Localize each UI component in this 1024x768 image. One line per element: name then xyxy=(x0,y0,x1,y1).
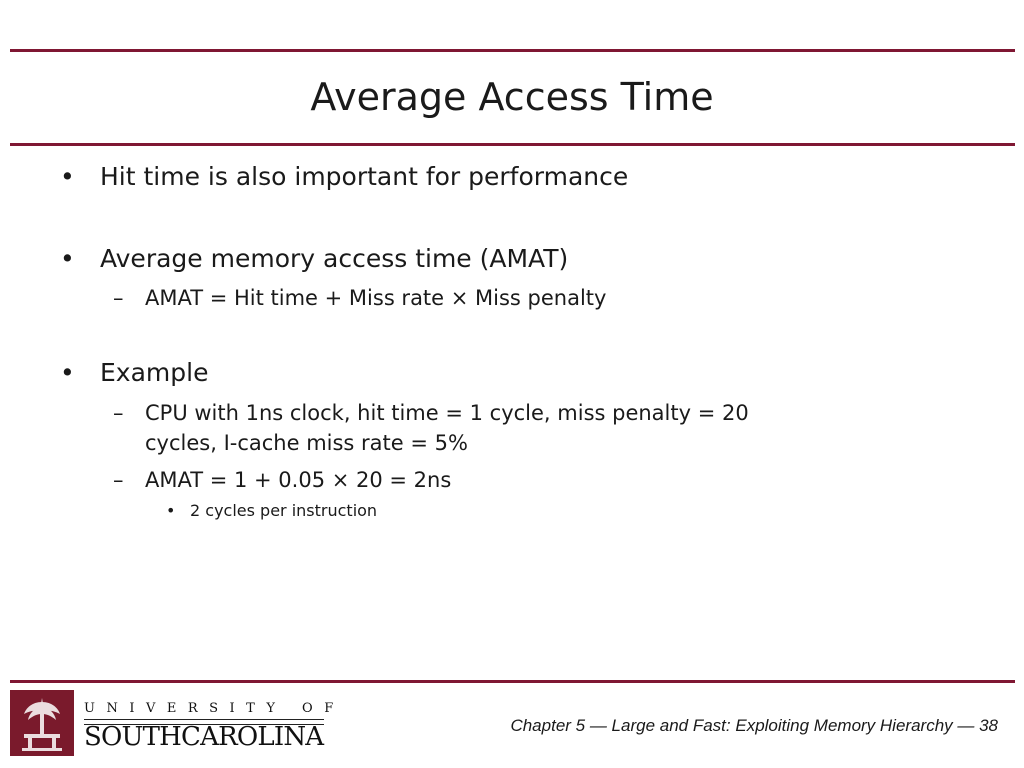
logo-university-of: UNIVERSITY OF xyxy=(84,701,345,716)
bullet-marker: • xyxy=(60,162,75,191)
title-underline xyxy=(10,143,1015,146)
sub-sub-bullet-cpi: 2 cycles per instruction xyxy=(190,501,378,520)
sub-bullet-amat-result: AMAT = 1 + 0.05 × 20 = 2ns xyxy=(145,468,452,492)
bullet-marker: • xyxy=(60,244,75,273)
footer-rule xyxy=(10,680,1015,683)
sub-bullet-marker: – xyxy=(113,468,124,492)
sub-bullet-cpu-example-continuation: cycles, I-cache miss rate = 5% xyxy=(145,431,468,455)
bullet-example: Example xyxy=(100,358,209,387)
bullet-marker: • xyxy=(60,358,75,387)
sub-bullet-marker: – xyxy=(113,286,124,310)
sub-sub-bullet-marker: • xyxy=(166,501,176,520)
sub-bullet-marker: – xyxy=(113,401,124,425)
sub-bullet-amat-formula: AMAT = Hit time + Miss rate × Miss penalty xyxy=(145,286,607,310)
slide-title: Average Access Time xyxy=(310,75,714,119)
bullet-amat: Average memory access time (AMAT) xyxy=(100,244,569,273)
bullet-hit-time: Hit time is also important for performance xyxy=(100,162,629,191)
logo-south-carolina: SOUTHCAROLINA xyxy=(84,722,324,752)
top-rule xyxy=(10,49,1015,52)
university-seal-logo xyxy=(10,690,74,756)
footer-chapter-text: Chapter 5 — Large and Fast: Exploiting Memory Hierarchy — 38 xyxy=(510,716,998,735)
sub-bullet-cpu-example: CPU with 1ns clock, hit time = 1 cycle, miss penalty = 20 xyxy=(145,401,749,425)
